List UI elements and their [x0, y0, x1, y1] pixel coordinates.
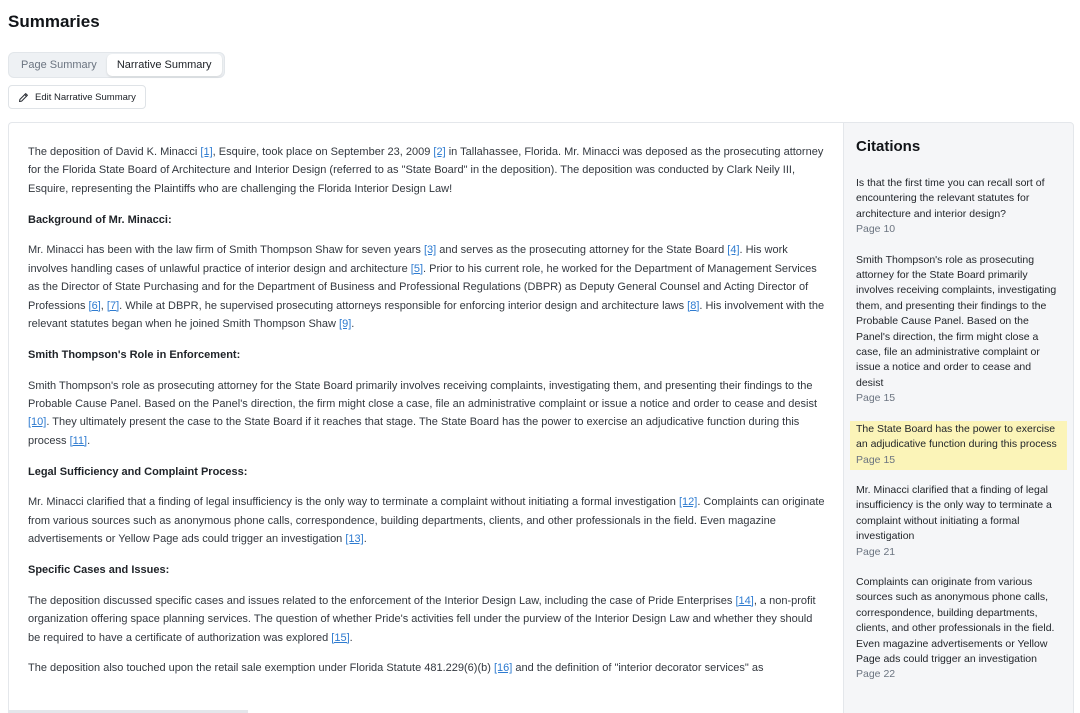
citation-text: Smith Thompson's role as prosecuting attorney for the State Board primarily involves receiving complaints, investigating them, and presenting their findings to the Probable Cause Panel. Based on the Panel's direction, the firm might close a case, file an administrative complaint or issue a notice and order to cease and desist — [856, 253, 1057, 389]
citation-link[interactable]: [13] — [345, 533, 364, 546]
citation-item[interactable] — [850, 252, 1067, 409]
citation-text: Mr. Minacci clarified that a finding of legal insufficiency is the only way to terminate a complaint without initiating a formal investigation — [856, 483, 1052, 543]
citation-text: Complaints can originate from various sources such as anonymous phone calls, correspondence, building departments, clients, and other professionals in the field. Even magazine advertisements or Yellow Page ads could trigger an investigation — [856, 575, 1055, 665]
pencil-icon — [18, 92, 29, 103]
paragraph-enforcement: Smith Thompson's role as prosecuting attorney for the State Board primarily involves receiving complaints, investigating them, and presenting their findings to the Probable Cause Panel. Based on the Panel's direction, the firm might close a case, file an administrative complaint or issue a notice and order to cease and desist [10]. They ultimately present the case to the State Board if it reaches that stage. The State Board has the power to exercise an adjudicative function during this process [11]. — [28, 379, 818, 447]
citations-title: Citations — [856, 138, 921, 155]
citation-link[interactable]: [5] — [410, 262, 424, 275]
citation-link[interactable]: [9] — [339, 318, 352, 331]
summary-tabs — [8, 52, 225, 78]
page-title: Summaries — [8, 12, 100, 31]
citation-link[interactable]: [10] — [28, 416, 47, 429]
citation-page: Page 15 — [856, 392, 896, 405]
tab-page-summary[interactable]: Page Summary — [21, 59, 97, 71]
heading-specific-cases: Specific Cases and Issues: — [28, 564, 170, 577]
citation-page: Page 10 — [856, 223, 896, 236]
citation-page: Page 22 — [856, 668, 896, 681]
heading-background: Background of Mr. Minacci: — [28, 213, 172, 226]
citation-item[interactable] — [850, 482, 1067, 562]
heading-legal-sufficiency: Legal Sufficiency and Complaint Process: — [28, 465, 248, 478]
citation-link[interactable]: [4] — [727, 244, 740, 257]
citation-text: Is that the first time you can recall sort of encountering the relevant statutes for architecture and interior design? — [856, 177, 1045, 220]
citation-link[interactable]: [3] — [423, 244, 437, 257]
citation-link[interactable]: [1] — [200, 146, 213, 158]
paragraph-retail-exemption: The deposition also touched upon the retail sale exemption under Florida Statute 481.229(6)(b) [16] and the definition of "interior decorator services" as — [28, 662, 764, 675]
citation-link[interactable]: [6] — [88, 299, 101, 312]
narrative-panel — [8, 122, 844, 713]
citation-link[interactable]: [11] — [69, 434, 88, 447]
paragraph-legal-sufficiency: Mr. Minacci clarified that a finding of legal insufficiency is the only way to terminate a complaint without initiating a formal investigation [12]. Complaints can originate from various sources such as anonymous phone calls, correspondence, building departments, clients, and other professionals in the field. Even magazine advertisements or Yellow Page ads could trigger an investigation [13]. — [28, 496, 825, 546]
narrative-text — [9, 123, 844, 678]
citation-link[interactable]: [14] — [735, 594, 754, 607]
paragraph-specific-cases: The deposition discussed specific cases and issues related to the enforcement of the Interior Design Law, including the case of Pride Enterprises [14], a non-profit organization offering space planning services. The question of whether Pride's activities fell under the purview of the Interior Design Law and whether they should be required to have a certificate of authorization was explored [15]. — [28, 594, 816, 644]
heading-enforcement: Smith Thompson's Role in Enforcement: — [28, 348, 241, 361]
tab-narrative-summary[interactable]: Narrative Summary — [107, 54, 222, 76]
edit-narrative-summary-button[interactable] — [8, 85, 146, 109]
citation-link[interactable]: [8] — [687, 299, 700, 312]
paragraph-background: Mr. Minacci has been with the law firm of Smith Thompson Shaw for seven years [3] and serves as the prosecuting attorney for the State Board [4]. His work involves handling cases of unlawful practice of interior design and architecture [5]. Prior to his current role, he worked for the Department of Management Services as the Director of State Purchasing and for the Department of Business and Professional Regulations (DBPR) as Deputy General Counsel and Acting Director of Professions [6], [7]. While at DBPR, he supervised prosecuting attorneys responsible for enforcing interior design and architecture laws [8]. His involvement with the relevant statutes began when he joined Smith Thompson Shaw [9]. — [28, 244, 825, 331]
citation-link[interactable]: [2] — [433, 146, 446, 158]
citation-page: Page 15 — [856, 453, 896, 466]
citation-text: The State Board has the power to exercise an adjudicative function during this process — [856, 422, 1057, 451]
citation-page: Page 21 — [856, 545, 896, 558]
citation-link[interactable]: [12] — [678, 496, 698, 509]
citations-panel — [843, 122, 1074, 713]
edit-button-label: Edit Narrative Summary — [35, 91, 136, 103]
citation-item-highlighted[interactable] — [850, 421, 1067, 470]
citation-link[interactable]: [15] — [331, 631, 350, 644]
paragraph-intro: The deposition of David K. Minacci [1], Esquire, took place on September 23, 2009 [2] in Tallahassee, Florida. Mr. Minacci was deposed as the prosecuting attorney for the Florida State Board of Architecture and Interior Design (referred to as "State Board" in the deposition). The deposition was conducted by Clark Neily III, Esquire, representing the Plaintiffs who are challenging the Florida Interior Design Law! — [28, 146, 824, 195]
citation-item[interactable] — [850, 175, 1067, 240]
citation-link[interactable]: [7] — [106, 299, 120, 312]
citation-link[interactable]: [16] — [493, 662, 513, 675]
citation-item[interactable] — [850, 574, 1067, 685]
